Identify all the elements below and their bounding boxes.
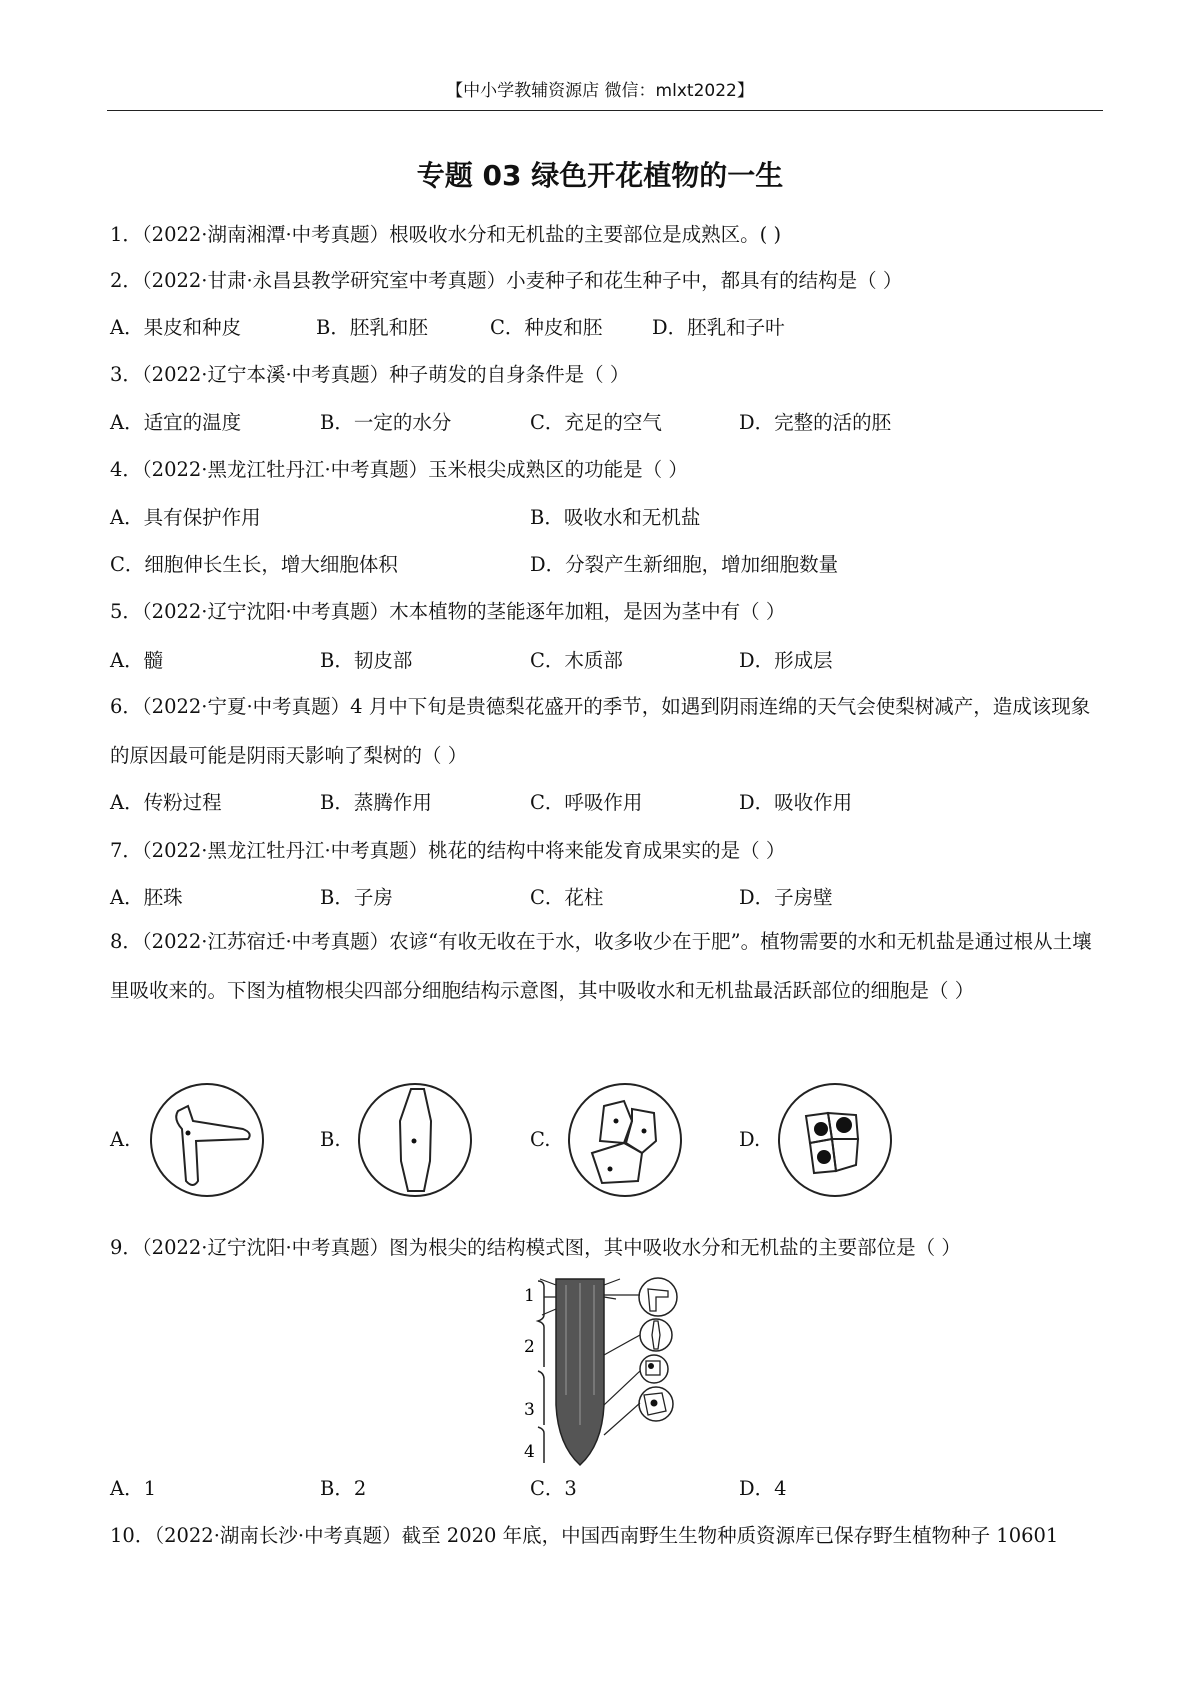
header-divider	[107, 110, 1103, 111]
question-6-option-b[interactable]: B．蒸腾作用	[320, 791, 432, 814]
question-4-option-b[interactable]: B．吸收水和无机盐	[530, 506, 701, 529]
root-hair-cell-image	[148, 1081, 266, 1199]
page-title: 专题 03 绿色开花植物的一生	[416, 159, 784, 192]
question-7-stem: 7．（2022·黑龙江牡丹江·中考真题）桃花的结构中将来能发育成果实的是（ ）	[110, 839, 786, 862]
question-6-option-d[interactable]: D．吸收作用	[739, 791, 853, 814]
question-8-option-d[interactable]: D.	[739, 1128, 761, 1151]
question-4-stem: 4．（2022·黑龙江牡丹江·中考真题）玉米根尖成熟区的功能是（ ）	[110, 458, 688, 481]
question-9-option-d[interactable]: D．4	[739, 1477, 787, 1500]
question-7-option-c[interactable]: C．花柱	[530, 886, 604, 909]
question-3-option-c[interactable]: C．充足的空气	[530, 411, 662, 434]
question-7-option-b[interactable]: B．子房	[320, 886, 393, 909]
diagram-label-2: 2	[524, 1337, 535, 1357]
question-9-option-a[interactable]: A．1	[110, 1477, 156, 1500]
page-header: 【中小学教辅资源店 微信：mlxt2022】	[446, 81, 754, 101]
question-8-option-c[interactable]: C.	[530, 1128, 551, 1151]
question-6-stem: 6．（2022·宁夏·中考真题）4 月中下旬是贵德梨花盛开的季节，如遇到阴雨连绵的天气会使梨树减产，造成该现象的原因最可能是阴雨天影响了梨树的（ ）	[110, 695, 1091, 767]
question-5-option-c[interactable]: C．木质部	[530, 649, 623, 672]
question-2-option-a[interactable]: A．果皮和种皮	[110, 316, 242, 339]
question-5-option-d[interactable]: D．形成层	[739, 649, 833, 672]
question-6-option-a[interactable]: A．传粉过程	[110, 791, 222, 814]
root-cap-cell-image	[776, 1081, 894, 1199]
question-9-option-c[interactable]: C．3	[530, 1477, 577, 1500]
question-2-option-b[interactable]: B．胚乳和胚	[316, 316, 428, 339]
elongation-cell-image	[356, 1081, 474, 1199]
question-3-option-d[interactable]: D．完整的活的胚	[739, 411, 892, 434]
question-2-option-d[interactable]: D．胚乳和子叶	[652, 316, 785, 339]
question-5-option-a[interactable]: A．髓	[110, 649, 164, 672]
diagram-label-4: 4	[524, 1442, 535, 1462]
question-3-option-a[interactable]: A．适宜的温度	[110, 411, 242, 434]
question-6-option-c[interactable]: C．呼吸作用	[530, 791, 643, 814]
root-tip-diagram	[510, 1275, 700, 1475]
question-9-stem: 9．（2022·辽宁沈阳·中考真题）图为根尖的结构模式图，其中吸收水分和无机盐的主要部位是（ ）	[110, 1236, 961, 1259]
question-2-option-c[interactable]: C．种皮和胚	[490, 316, 603, 339]
question-4-option-c[interactable]: C．细胞伸长生长，增大细胞体积	[110, 553, 398, 576]
question-1-stem: 1．（2022·湖南湘潭·中考真题）根吸收水分和无机盐的主要部位是成熟区。( )	[110, 223, 782, 246]
question-10-stem: 10．（2022·湖南长沙·中考真题）截至 2020 年底，中国西南野生生物种质资源库已保存野生植物种子 10601	[110, 1524, 1059, 1547]
question-3-option-b[interactable]: B．一定的水分	[320, 411, 452, 434]
question-4-option-d[interactable]: D．分裂产生新细胞，增加细胞数量	[530, 553, 839, 576]
question-7-option-a[interactable]: A．胚珠	[110, 886, 183, 909]
question-2-stem: 2．（2022·甘肃·永昌县教学研究室中考真题）小麦种子和花生种子中，都具有的结构是（ ）	[110, 269, 903, 292]
question-8-option-b[interactable]: B.	[320, 1128, 341, 1151]
question-8-option-a[interactable]: A.	[110, 1128, 131, 1151]
question-4-option-a[interactable]: A．具有保护作用	[110, 506, 261, 529]
question-7-option-d[interactable]: D．子房壁	[739, 886, 833, 909]
question-3-stem: 3．（2022·辽宁本溪·中考真题）种子萌发的自身条件是（ ）	[110, 363, 630, 386]
diagram-label-3: 3	[524, 1400, 535, 1420]
question-8-stem: 8．（2022·江苏宿迁·中考真题）农谚“有收无收在于水，收多收少在于肥”。植物需要的水和无机盐是通过根从土壤里吸收来的。下图为植物根尖四部分细胞结构示意图，其中吸收水和无机盐最活跃部位的细胞是（ ）	[110, 930, 1092, 1002]
meristem-cell-image	[566, 1081, 684, 1199]
question-9-option-b[interactable]: B．2	[320, 1477, 367, 1500]
question-5-option-b[interactable]: B．韧皮部	[320, 649, 413, 672]
question-5-stem: 5．（2022·辽宁沈阳·中考真题）木本植物的茎能逐年加粗，是因为茎中有（ ）	[110, 600, 786, 623]
diagram-label-1: 1	[524, 1286, 535, 1306]
